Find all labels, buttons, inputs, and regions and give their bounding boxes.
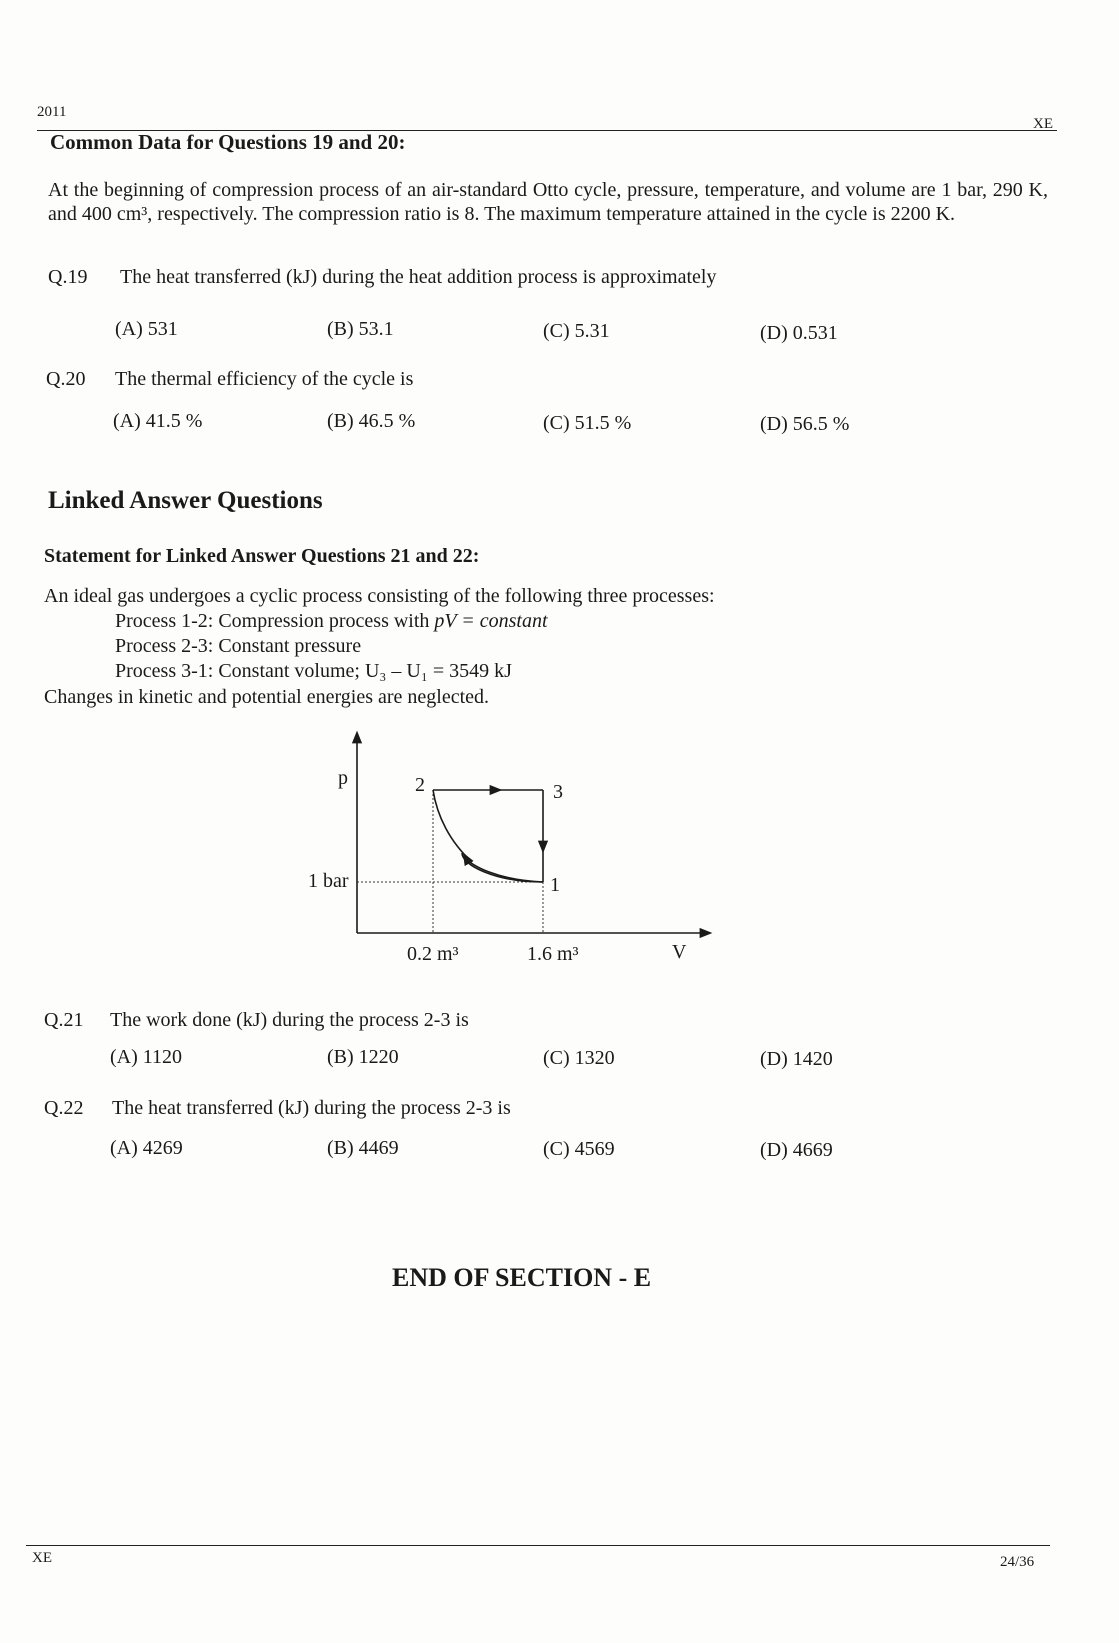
header-year: 2011 <box>37 104 67 120</box>
volume-1-label: 1.6 m³ <box>527 943 579 965</box>
question-19-option-a: (A) 531 <box>115 318 178 340</box>
v-axis-label: V <box>672 941 687 963</box>
question-22-option-d: (D) 4669 <box>760 1139 833 1161</box>
process-3-1-formula: U₃ – U₁ = 3549 kJ <box>364 660 512 682</box>
pressure-label: 1 bar <box>308 870 349 892</box>
question-19-option-d: (D) 0.531 <box>760 322 838 344</box>
p-axis-label: p <box>338 767 348 789</box>
question-20-option-a: (A) 41.5 % <box>113 410 203 432</box>
process-1-2-text: Process 1-2: Compression process with <box>115 610 430 632</box>
question-20-text: The thermal efficiency of the cycle is <box>115 368 414 390</box>
question-19-option-c: (C) 5.31 <box>543 320 610 342</box>
header-paper-code: XE <box>1033 116 1053 132</box>
common-data-text: At the beginning of compression process of an air-standard Otto cycle, pressure, temperature, and volume are 1 bar, 290 K, and 400 cm³, respectively. The compression ratio is 8. The maximum temperature attained in the cycle is 2200 K. <box>48 179 1048 225</box>
process-3-1-text: Process 3-1: Constant volume; <box>115 660 360 682</box>
question-22-option-a: (A) 4269 <box>110 1137 183 1159</box>
question-19-option-b: (B) 53.1 <box>327 318 394 340</box>
linked-intro: An ideal gas undergoes a cyclic process consisting of the following three processes: <box>44 585 715 607</box>
common-data-heading: Common Data for Questions 19 and 20: <box>50 130 406 154</box>
question-21-text: The work done (kJ) during the process 2-3 is <box>110 1009 469 1031</box>
state-3-label: 3 <box>553 781 563 803</box>
question-20-option-c: (C) 51.5 % <box>543 412 632 434</box>
question-21-option-b: (B) 1220 <box>327 1046 399 1068</box>
end-of-section: END OF SECTION - E <box>392 1263 652 1292</box>
question-22-text: The heat transferred (kJ) during the process 2-3 is <box>112 1097 511 1119</box>
question-19-text: The heat transferred (kJ) during the heat addition process is approximately <box>120 266 717 288</box>
question-21-option-c: (C) 1320 <box>543 1047 615 1069</box>
footer-page-number: 24/36 <box>1000 1554 1035 1570</box>
question-20-option-d: (D) 56.5 % <box>760 413 850 435</box>
linked-statement-heading: Statement for Linked Answer Questions 21 and 22: <box>44 545 480 567</box>
linked-note: Changes in kinetic and potential energies are neglected. <box>44 686 490 708</box>
volume-2-label: 0.2 m³ <box>407 943 459 965</box>
question-21-option-a: (A) 1120 <box>110 1046 183 1068</box>
question-20-number: Q.20 <box>46 368 86 390</box>
process-2-3-line: Process 2-3: Constant pressure <box>115 635 362 657</box>
question-21-option-d: (D) 1420 <box>760 1048 833 1070</box>
process-1-2-curve-a <box>462 853 543 882</box>
state-2-label: 2 <box>415 774 425 796</box>
question-22-number: Q.22 <box>44 1097 84 1119</box>
process-1-2-formula: pV = constant <box>434 610 548 632</box>
state-1-label: 1 <box>550 874 560 896</box>
question-19-number: Q.19 <box>48 266 88 288</box>
question-22-option-c: (C) 4569 <box>543 1138 615 1160</box>
question-22-option-b: (B) 4469 <box>327 1137 399 1159</box>
footer-rule <box>26 1545 1050 1546</box>
question-20-option-b: (B) 46.5 % <box>327 410 416 432</box>
linked-answer-heading: Linked Answer Questions <box>48 487 323 514</box>
question-21-number: Q.21 <box>44 1009 84 1031</box>
process-1-2-curve-b <box>433 790 472 862</box>
footer-paper-code: XE <box>32 1550 52 1566</box>
